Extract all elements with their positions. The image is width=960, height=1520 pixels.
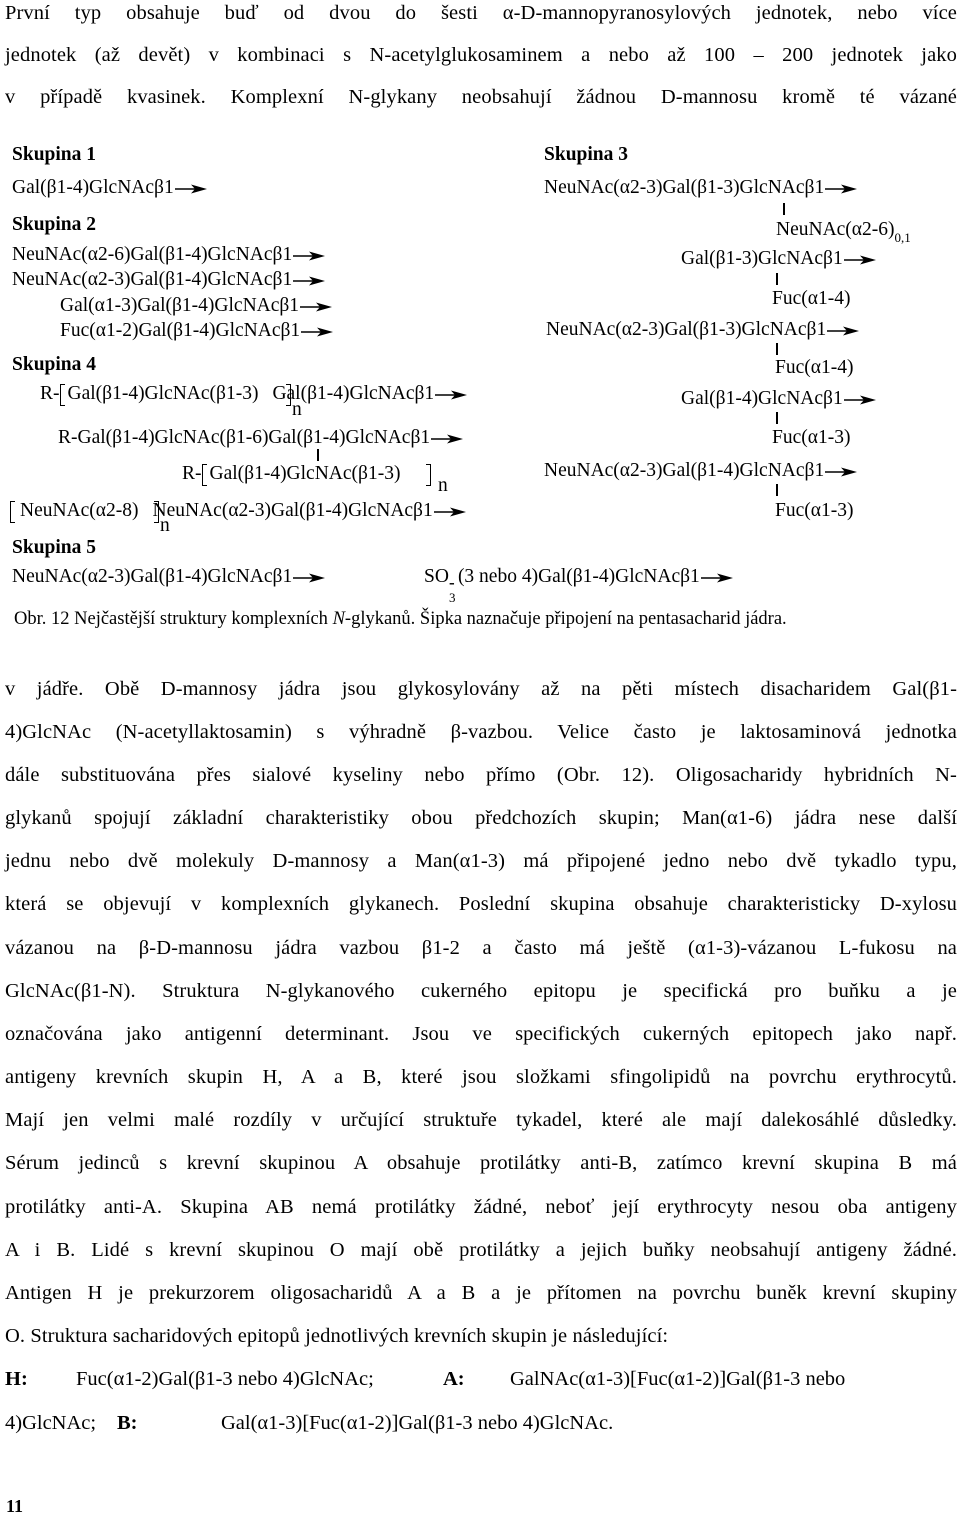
group3-c-branch: Fuc(α1-4) — [775, 357, 854, 378]
group3-a-branch — [776, 219, 911, 245]
group4-line1-n: n — [292, 399, 302, 420]
attachment-arrow-icon — [825, 184, 857, 194]
body-line-10: antigeny krevních skupin H, A a B, které jsou složkami sfingolipidů na povrchu erythrocytů. — [5, 1066, 957, 1088]
group3-a-formula: NeuNAc(α2-3)Gal(β1-3)GlcNAcβ1 — [544, 177, 825, 198]
group4-line2-formula: R-Gal(β1-4)GlcNAc(β1-6)Gal(β1-4)GlcNAcβ1 — [58, 427, 431, 448]
group4-line1-prefix: R- — [40, 383, 60, 404]
attachment-arrow-icon — [434, 507, 466, 517]
epitope-a-label: A: — [443, 1368, 465, 1390]
group2-item-2 — [12, 269, 325, 291]
body-line-12: Sérum jedinců s krevní skupinou A obsahuje protilátky anti-B, zatímco krevní skupina B má — [5, 1152, 957, 1174]
sulfate-charge: - — [448, 573, 455, 592]
attachment-arrow-icon — [175, 184, 207, 194]
body-line-5: jednu nebo dvě molekuly D-mannosy a Man(α1-3) má připojené jedno nebo dvě tykadlo typu, — [5, 850, 957, 872]
top-line-2: jednotek (až devět) v kombinaci s N-acetylglukosaminem a nebo až 100 – 200 jednotek jako — [5, 44, 957, 66]
group4-line3-n: n — [438, 475, 448, 496]
epitope-h-label: H: — [5, 1368, 28, 1390]
caption-italic: N — [332, 609, 345, 629]
caption-text-end: -glykanů. Šipka naznačuje připojení na pentasacharid jádra. — [344, 609, 787, 629]
epitope-b-label: B: — [117, 1412, 138, 1434]
repeat-bracket-right — [154, 501, 159, 523]
attachment-arrow-icon — [827, 326, 859, 336]
body-line-7: vázanou na β-D-mannosu jádra vazbou β1-2 a často má ještě (α1-3)-vázanou L-fukosu na — [5, 937, 957, 959]
group5-formula-1: NeuNAc(α2-3)Gal(β1-4)GlcNAcβ1 — [12, 566, 293, 587]
attachment-arrow-icon — [301, 327, 333, 337]
attachment-arrow-icon — [293, 276, 325, 286]
top-line-3: v případě kvasinek. Komplexní N-glykany neobsahují žádnou D-mannosu kromě té vázané — [5, 86, 957, 108]
group5-title: Skupina 5 — [12, 537, 97, 558]
branch-link — [776, 484, 778, 496]
group2-formula-3: Gal(α1-3)Gal(β1-4)GlcNAcβ1 — [60, 295, 300, 316]
attachment-arrow-icon — [435, 390, 467, 400]
group1-formula: Gal(β1-4)GlcNAcβ1 — [12, 177, 174, 198]
body-line-16: O. Struktura sacharidových epitopů jednotlivých krevních skupin je následující: — [5, 1325, 669, 1347]
body-line-14: A i B. Lidé s krevní skupinou O mají obě protilátky a jejich buňky neobsahují antigeny žádné. — [5, 1239, 957, 1261]
body-line-8: GlcNAc(β1-N). Struktura N-glykanového cukerného epitopu je specifická pro buňku a je — [5, 980, 957, 1002]
group4-line3-prefix: R- — [182, 463, 202, 484]
group3-c-main — [546, 319, 859, 341]
sulfate-subscript: 3 — [448, 590, 456, 605]
group4-line1 — [40, 383, 467, 405]
group2-item-3 — [60, 295, 332, 317]
group3-e-main — [544, 460, 857, 482]
group4-line4 — [14, 500, 466, 522]
page-number: 11 — [6, 1496, 24, 1516]
group3-d-main — [681, 388, 876, 410]
body-line-1: v jádře. Obě D-mannosy jádra jsou glykosylovány až na pěti místech disacharidem Gal(β1- — [5, 678, 957, 700]
group4-line4-repeat: NeuNAc(α2-8) — [20, 500, 139, 521]
group5-item-1 — [12, 566, 325, 588]
group4-line3-repeat: Gal(β1-4)GlcNAc(β1-3) — [209, 463, 401, 484]
attachment-arrow-icon — [300, 302, 332, 312]
group2-title: Skupina 2 — [12, 214, 97, 235]
body-line-3: dále substituována přes sialové kyseliny nebo přímo (Obr. 12). Oligosacharidy hybridních N- — [5, 764, 957, 786]
attachment-arrow-icon — [431, 434, 463, 444]
attachment-arrow-icon — [293, 573, 325, 583]
branch-link — [776, 273, 778, 285]
repeat-bracket-right — [286, 384, 291, 406]
group3-b-branch: Fuc(α1-4) — [772, 288, 851, 309]
group4-line1-rest: Gal(β1-4)GlcNAcβ1 — [272, 383, 435, 404]
repeat-bracket-left — [10, 501, 15, 523]
group3-title: Skupina 3 — [544, 144, 629, 165]
body-line-15: Antigen H je prekurzorem oligosacharidů A a B a je přítomen na povrchu buněk krevní skupiny — [5, 1282, 957, 1304]
group2-formula-4: Fuc(α1-2)Gal(β1-4)GlcNAcβ1 — [60, 320, 301, 341]
group5-item-2 — [424, 566, 733, 605]
group1-title: Skupina 1 — [12, 144, 97, 165]
body-line-9: označována jako antigenní determinant. Jsou ve specifických cukerných epitopech jako např. — [5, 1023, 957, 1045]
group2-formula-2: NeuNAc(α2-3)Gal(β1-4)GlcNAcβ1 — [12, 269, 293, 290]
group3-e-branch: Fuc(α1-3) — [775, 500, 854, 521]
sulfate-label: SO — [424, 566, 449, 587]
body-line-2: 4)GlcNAc (N-acetyllaktosamin) s výhradně β-vazbou. Velice často je laktosaminová jednotka — [5, 721, 957, 743]
epitope-h-value: Fuc(α1-2)Gal(β1-3 nebo 4)GlcNAc; — [76, 1368, 374, 1390]
group3-a-branch-formula: NeuNAc(α2-6) — [776, 219, 895, 240]
body-line-13: protilátky anti-A. Skupina AB nemá protilátky žádné, neboť její erythrocyty nesou oba antigeny — [5, 1196, 957, 1218]
attachment-arrow-icon — [293, 251, 325, 261]
epitope-b-value: Gal(α1-3)[Fuc(α1-2)]Gal(β1-3 nebo 4)GlcNAc. — [221, 1412, 614, 1434]
branch-link — [317, 449, 319, 461]
group2-formula-1: NeuNAc(α2-6)Gal(β1-4)GlcNAcβ1 — [12, 244, 293, 265]
body-line-11: Mají jen velmi malé rozdíly v určující struktuře tykadel, které ale mají dalekosáhlé důsledky. — [5, 1109, 957, 1131]
body-line-4: glykanů spojují základní charakteristiky obou předchozích skupin; Man(α1-6) jádra nese další — [5, 807, 957, 829]
group3-c-formula: NeuNAc(α2-3)Gal(β1-3)GlcNAcβ1 — [546, 319, 827, 340]
group2-item-1 — [12, 244, 325, 266]
group3-b-formula: Gal(β1-3)GlcNAcβ1 — [681, 248, 843, 269]
epitope-a-value-2: 4)GlcNAc; — [5, 1412, 97, 1434]
group1-item — [12, 177, 207, 199]
group4-line2 — [58, 427, 463, 449]
group4-line4-n: n — [160, 515, 170, 536]
repeat-bracket-left — [60, 384, 65, 406]
figure-caption — [14, 609, 787, 630]
group3-e-formula: NeuNAc(α2-3)Gal(β1-4)GlcNAcβ1 — [544, 460, 825, 481]
caption-text: Obr. 12 Nejčastější struktury komplexních — [14, 609, 333, 629]
epitope-a-value-1: GalNAc(α1-3)[Fuc(α1-2)]Gal(β1-3 nebo — [510, 1368, 846, 1390]
attachment-arrow-icon — [825, 467, 857, 477]
group3-d-formula: Gal(β1-4)GlcNAcβ1 — [681, 388, 843, 409]
group3-d-branch: Fuc(α1-3) — [772, 427, 851, 448]
group5-formula-2: (3 nebo 4)Gal(β1-4)GlcNAcβ1 — [457, 566, 700, 587]
attachment-arrow-icon — [844, 255, 876, 265]
attachment-arrow-icon — [701, 573, 733, 583]
group4-title: Skupina 4 — [12, 354, 97, 375]
group4-line3 — [182, 463, 400, 485]
group3-a-branch-subscript: 0,1 — [894, 230, 911, 245]
repeat-bracket-right — [426, 464, 431, 486]
group3-a-main — [544, 177, 857, 199]
body-line-6: která se objevují v komplexních glykanech. Poslední skupina obsahuje charakteristicky D-xylosu — [5, 893, 957, 915]
branch-link — [776, 343, 778, 355]
group4-line4-rest: NeuNAc(α2-3)Gal(β1-4)GlcNAcβ1 — [152, 500, 433, 521]
top-line-1: První typ obsahuje buď od dvou do šesti α-D-mannopyranosylových jednotek, nebo více — [5, 2, 957, 24]
repeat-bracket-left — [202, 464, 207, 486]
branch-link — [783, 203, 785, 215]
group4-line1-repeat: Gal(β1-4)GlcNAc(β1-3) — [67, 383, 259, 404]
group2-item-4 — [60, 320, 333, 342]
group3-b-main — [681, 248, 876, 270]
branch-link — [776, 412, 778, 424]
attachment-arrow-icon — [844, 395, 876, 405]
